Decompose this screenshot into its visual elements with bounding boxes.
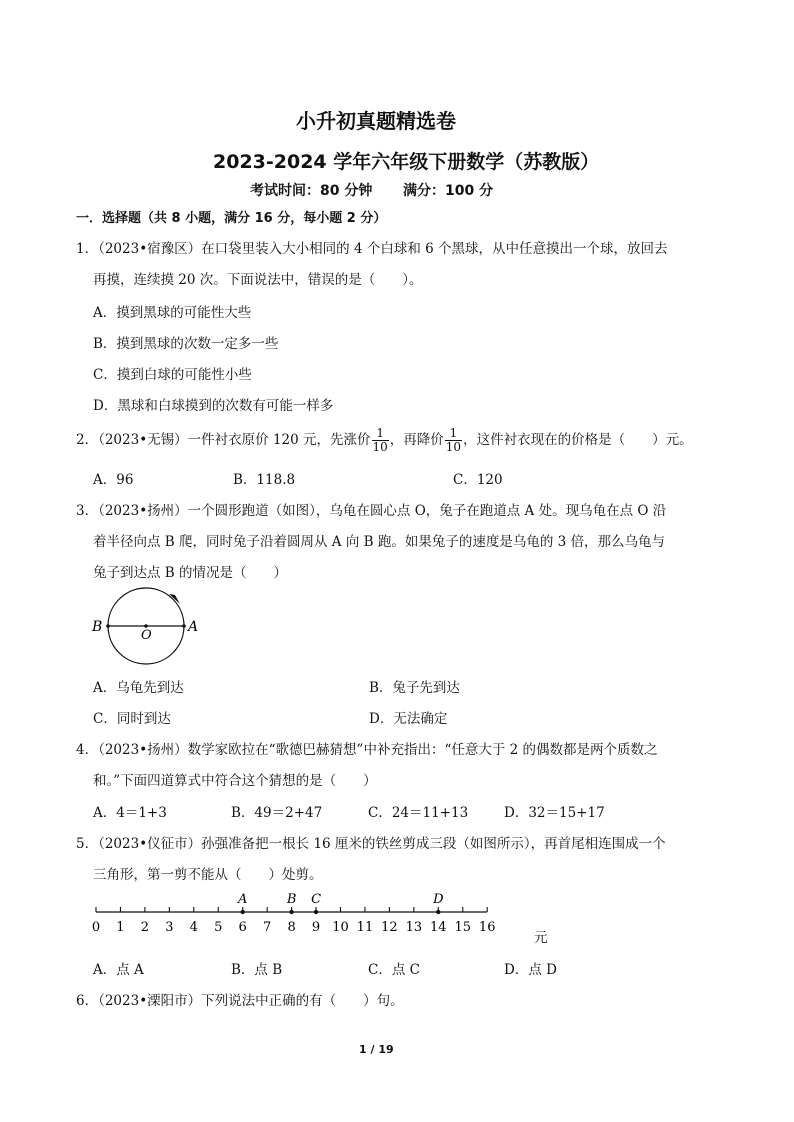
number-line-point-label: D [433,892,444,907]
q1-option-a: A．摸到黑球的可能性大些 [93,305,252,321]
q5-stem-line2: 三角形，第一剪不能从（ ）处剪。 [93,867,323,883]
number-line-tick-label: 0 [91,920,101,935]
q4-option-c: C．24＝11+13 [368,805,469,821]
q2-stem-part3: ，这件衬衣现在的价格是（ ）元。 [463,432,693,448]
q3-option-c: C．同时到达 [93,711,171,727]
q4-option-a: A．4＝1+3 [93,805,167,821]
q5-option-d: D．点 D [504,962,557,978]
number-line-tick-label: 7 [263,920,272,935]
number-line-point [289,910,293,914]
section-heading: 一．选择题（共 8 小题，满分 16 分，每小题 2 分） [76,211,387,226]
number-line-point [314,910,318,914]
q6-stem-line1: 6．（2023•溧阳市）下列说法中正确的有（ ）句。 [76,993,404,1009]
number-line-tick-label: 4 [189,920,198,935]
number-line-tick-label: 14 [430,920,447,935]
q1-stem-line2: 再摸，连续摸 20 次。下面说法中，错误的是（ ）。 [93,272,423,288]
q3-option-a: A．乌龟先到达 [93,680,184,696]
page-number: 1 / 19 [359,1043,394,1056]
point-a-dot [182,624,186,628]
q1-stem-line1: 1．（2023•宿豫区）在口袋里装入大小相同的 4 个白球和 6 个黑球，从中任意摸出一个球，放回去 [76,241,668,257]
q3-stem-line3: 兔子到达点 B 的情况是（ ） [93,565,288,581]
label-b: B [92,619,103,635]
unit-label: 元 [534,930,548,946]
number-line-tick-label: 2 [140,920,150,935]
q5-option-b: B．点 B [231,962,283,978]
q3-option-d: D．无法确定 [369,711,448,727]
point-b-dot [106,624,110,628]
number-line-figure [86,890,506,944]
q2-stem-part1: 2．（2023•无锡）一件衬衣原价 120 元，先涨价 [76,432,371,448]
q1-option-c: C．摸到白球的可能性小些 [93,367,252,383]
number-line-tick-label: 6 [238,920,247,935]
number-line-point [241,910,245,914]
number-line-tick-label: 8 [287,920,296,935]
circle-track-figure [88,584,208,674]
number-line-point-label: B [286,892,297,907]
number-line-point [436,910,440,914]
label-a: A [188,619,199,635]
q3-stem-line2: 着半径向点 B 爬，同时兔子沿着圆周从 A 向 B 跑。如果兔子的速度是乌龟的 3 倍，那么乌龟与 [93,534,666,550]
q2-stem [76,425,693,455]
number-line-tick-label: 15 [454,920,472,935]
q5-option-c: C．点 C [368,962,420,978]
number-line-tick-label: 13 [405,920,423,935]
number-line-tick-label: 16 [478,920,496,935]
fraction [445,427,462,454]
q5-stem-line1: 5．（2023•仪征市）孙强准备把一根长 16 厘米的铁丝剪成三段（如图所示），再首尾相连围成一个 [76,836,666,852]
number-line-tick-label: 10 [332,920,349,935]
fraction [372,427,389,454]
direction-arrow-icon [169,594,180,604]
number-line-tick-label: 5 [214,920,223,935]
number-line-tick-label: 11 [356,920,374,935]
fraction-numerator: 1 [372,427,389,441]
page-title: 小升初真题精选卷 [296,109,456,133]
fraction-denominator: 10 [372,440,388,454]
number-line-tick-label: 3 [165,920,174,935]
number-line-tick-label: 1 [116,920,125,935]
number-line-point-label: A [238,892,248,907]
number-line-point-label: C [311,892,322,907]
full-score: 满分：100 分 [403,183,494,199]
q5-option-a: A．点 A [93,962,144,978]
label-o: O [141,628,152,643]
q4-option-b: B．49＝2+47 [231,805,323,821]
q4-stem-line2: 和。”下面四道算式中符合这个猜想的是（ ） [93,773,377,789]
q4-stem-line1: 4．（2023•扬州）数学家欧拉在“歌德巴赫猜想”中补充指出：“任意大于 2 的偶数都是两个质数之 [76,742,658,758]
q3-option-b: B．兔子先到达 [369,680,460,696]
q3-stem-line1: 3．（2023•扬州）一个圆形跑道（如图），乌龟在圆心点 O，兔子在跑道点 A 处。现乌龟在点 O 沿 [76,503,667,519]
q4-option-d: D．32＝15+17 [504,805,605,821]
exam-time: 考试时间：80 分钟 [250,183,373,199]
number-line-tick-label: 9 [311,920,321,935]
q2-stem-part2: ，再降价 [389,432,444,448]
q2-option-c: C．120 [453,472,503,488]
fraction-numerator: 1 [445,427,462,441]
page-subtitle: 2023-2024 学年六年级下册数学（苏教版） [213,151,600,173]
q2-option-a: A．96 [93,472,134,488]
q1-option-d: D．黑球和白球摸到的次数有可能一样多 [93,398,334,414]
fraction-denominator: 10 [445,440,462,454]
q1-option-b: B．摸到黑球的次数一定多一些 [93,336,279,352]
number-line-tick-label: 12 [381,920,398,935]
q2-option-b: B．118.8 [233,472,296,488]
